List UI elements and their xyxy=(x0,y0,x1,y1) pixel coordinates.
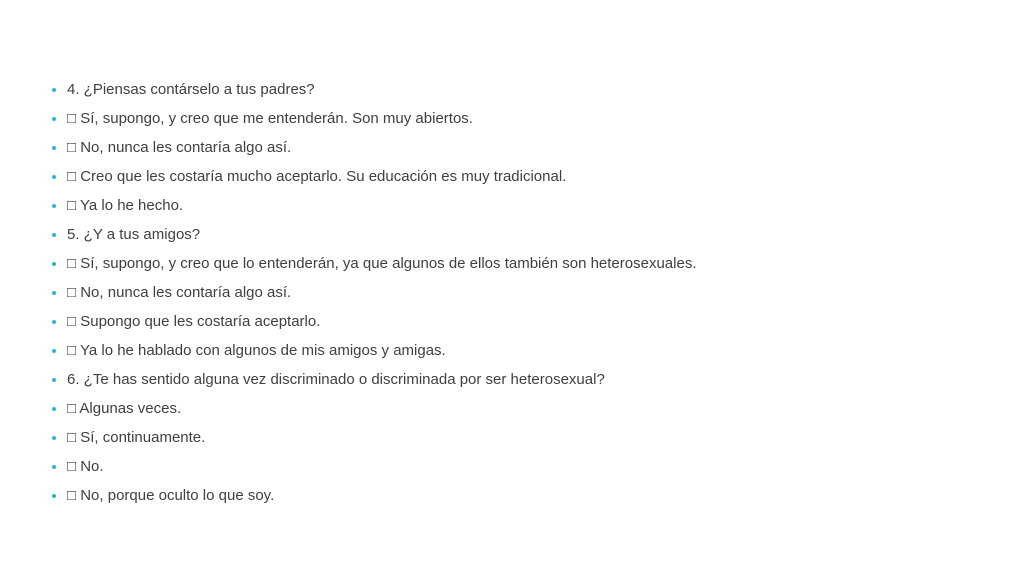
list-item-text: 5. ¿Y a tus amigos? xyxy=(67,226,201,243)
list-item-text: □ No. xyxy=(67,458,104,475)
list-item-text: 4. ¿Piensas contárselo a tus padres? xyxy=(67,81,315,98)
bullet-icon xyxy=(52,465,56,469)
questionnaire-list xyxy=(52,75,696,510)
list-item-text: □ Sí, supongo, y creo que me entenderán. Son muy abiertos. xyxy=(67,110,473,127)
list-item xyxy=(52,162,696,191)
list-item xyxy=(52,191,696,220)
list-item-text: □ No, nunca les contaría algo así. xyxy=(67,284,292,301)
list-item xyxy=(52,133,696,162)
bullet-icon xyxy=(52,117,56,121)
list-item xyxy=(52,220,696,249)
bullet-icon xyxy=(52,233,56,237)
list-item-text: □ Ya lo he hecho. xyxy=(67,197,184,214)
list-item-text: □ Ya lo he hablado con algunos de mis amigos y amigas. xyxy=(67,342,446,359)
list-item xyxy=(52,307,696,336)
list-item-text: □ Supongo que les costaría aceptarlo. xyxy=(67,313,321,330)
list-item-text: □ No, nunca les contaría algo así. xyxy=(67,139,292,156)
list-item xyxy=(52,104,696,133)
bullet-icon xyxy=(52,436,56,440)
bullet-icon xyxy=(52,262,56,266)
list-item-text: 6. ¿Te has sentido alguna vez discriminado o discriminada por ser heterosexual? xyxy=(67,371,605,388)
list-item-text: □ Algunas veces. xyxy=(67,400,182,417)
list-item xyxy=(52,394,696,423)
list-item xyxy=(52,365,696,394)
bullet-icon xyxy=(52,407,56,411)
bullet-icon xyxy=(52,320,56,324)
list-item-text: □ Sí, continuamente. xyxy=(67,429,206,446)
bullet-icon xyxy=(52,88,56,92)
bullet-icon xyxy=(52,291,56,295)
bullet-icon xyxy=(52,175,56,179)
bullet-icon xyxy=(52,204,56,208)
list-item xyxy=(52,75,696,104)
list-item xyxy=(52,249,696,278)
bullet-icon xyxy=(52,349,56,353)
list-item-text: □ Creo que les costaría mucho aceptarlo. Su educación es muy tradicional. xyxy=(67,168,567,185)
bullet-icon xyxy=(52,378,56,382)
list-item xyxy=(52,452,696,481)
list-item xyxy=(52,278,696,307)
bullet-icon xyxy=(52,146,56,150)
list-item xyxy=(52,423,696,452)
bullet-icon xyxy=(52,494,56,498)
list-item xyxy=(52,481,696,510)
list-item xyxy=(52,336,696,365)
list-item-text: □ Sí, supongo, y creo que lo entenderán, ya que algunos de ellos también son heterosexuales. xyxy=(67,255,697,272)
list-item-text: □ No, porque oculto lo que soy. xyxy=(67,487,275,504)
